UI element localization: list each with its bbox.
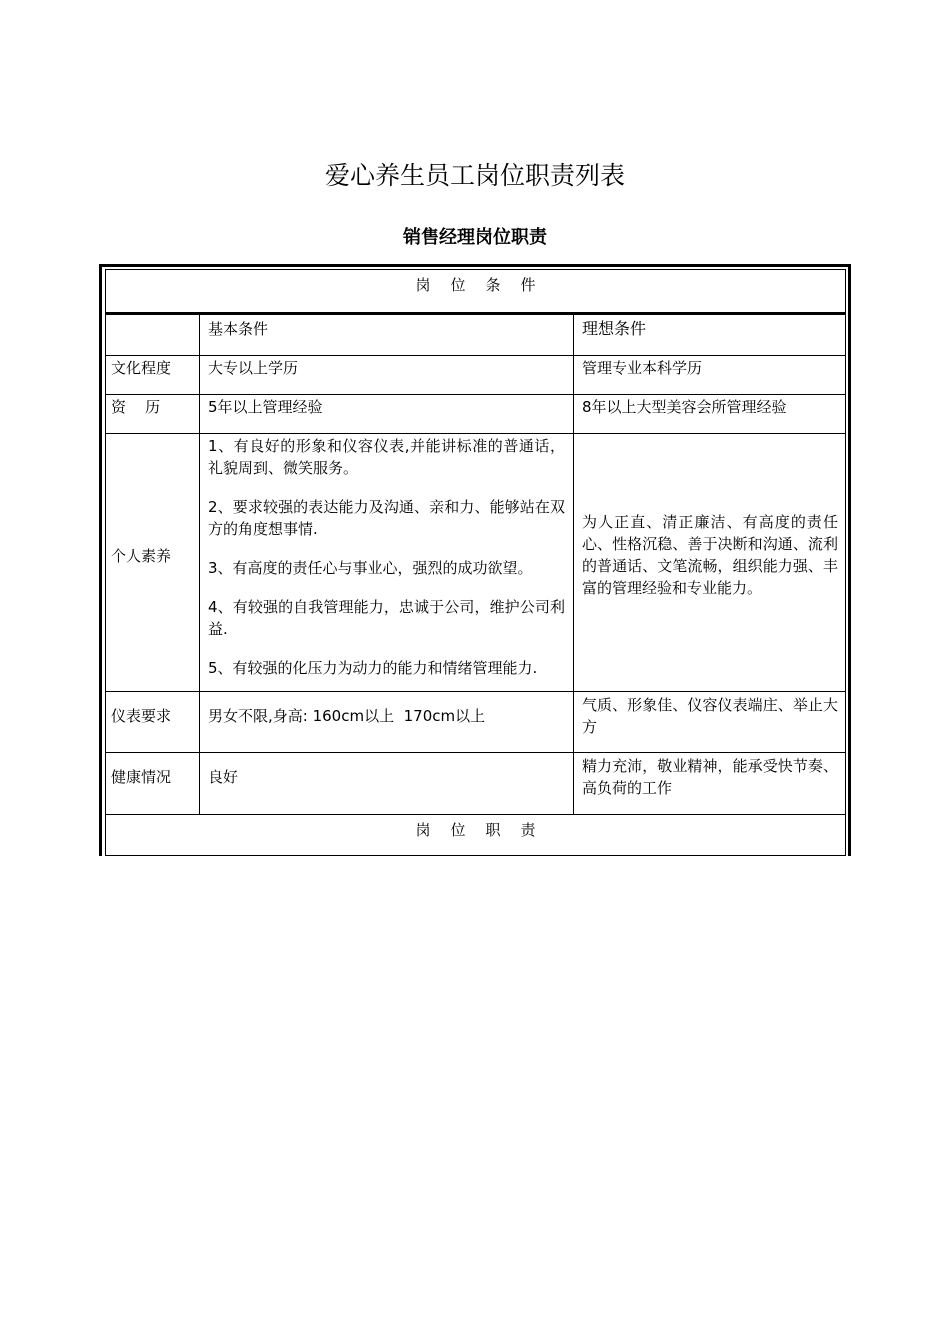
row-divider [105, 394, 846, 395]
cell-ideal-education: 管理专业本科学历 [582, 359, 703, 377]
cell-ideal-experience: 8年以上大型美容会所管理经验 [582, 398, 787, 416]
column-header-ideal: 理想条件 [582, 319, 647, 338]
row-divider [105, 355, 846, 356]
table-bottom-line [105, 855, 846, 856]
cell-basic-appearance: 男女不限,身高: 160cm以上 170cm以上 [208, 707, 486, 725]
cell-ideal-personal-quality: 为人正直、清正廉洁、有高度的责任心、性格沉稳、善于决断和沟通、流利的普通话、文笔流畅，组织能力强、丰富的管理经验和专业能力。 [582, 513, 838, 597]
row-label-personal-quality: 个人素养 [111, 547, 172, 565]
row-divider [105, 752, 846, 753]
header-divider [105, 312, 846, 315]
row-label-education: 文化程度 [111, 359, 172, 377]
cell-basic-health: 良好 [208, 768, 239, 786]
cell-basic-experience: 5年以上管理经验 [208, 398, 323, 416]
cell-basic-education: 大专以上学历 [208, 359, 299, 377]
list-item: 1、有良好的形象和仪容仪表,并能讲标准的普通话，礼貌周到、微笑服务。 [208, 437, 565, 477]
cell-ideal-health: 精力充沛，敬业精神，能承受快节奏、高负荷的工作 [582, 757, 838, 797]
row-label-health: 健康情况 [111, 768, 172, 786]
list-item: 4、有较强的自我管理能力，忠诚于公司，维护公司利益. [208, 598, 565, 638]
row-divider [105, 433, 846, 434]
cell-basic-personal-quality [200, 435, 573, 679]
row-label-appearance: 仪表要求 [111, 707, 172, 725]
document-title: 爱心养生员工岗位职责列表 [324, 161, 625, 190]
row-divider [105, 691, 846, 692]
list-item: 2、要求较强的表达能力及沟通、亲和力、能够站在双方的角度想事情. [208, 498, 565, 538]
list-item: 3、有高度的责任心与事业心，强烈的成功欲望。 [208, 559, 533, 577]
list-item: 5、有较强的化压力为动力的能力和情绪管理能力. [208, 659, 538, 677]
column-header-basic: 基本条件 [208, 320, 269, 338]
row-label-experience: 资 历 [111, 398, 161, 416]
section-header-duties: 岗位职责 [415, 821, 556, 839]
document-subtitle: 销售经理岗位职责 [403, 227, 547, 248]
row-divider [105, 814, 846, 815]
section-header-conditions: 岗位条件 [415, 276, 556, 294]
cell-ideal-appearance: 气质、形象佳、仪容仪表端庄、举止大方 [582, 696, 838, 736]
